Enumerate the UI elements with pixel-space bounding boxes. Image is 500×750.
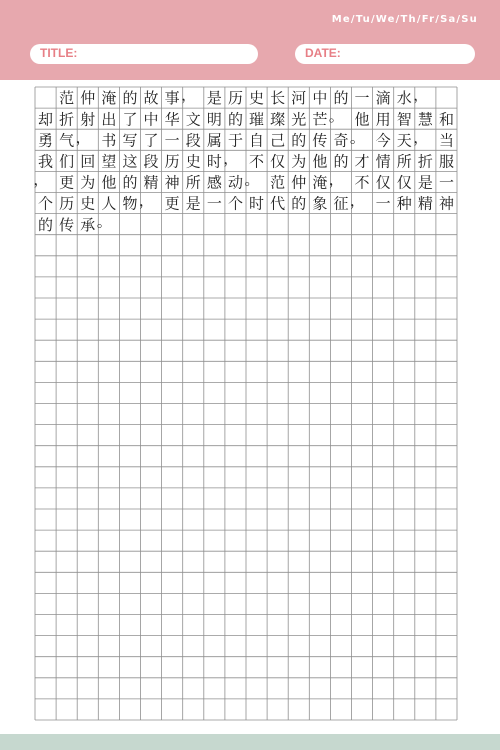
essay-character: ， (328, 170, 344, 189)
essay-character: ， (75, 128, 91, 147)
essay-character: 史 (80, 194, 96, 213)
essay-character: 长 (270, 89, 286, 108)
essay-character: 回 (80, 152, 96, 171)
essay-character: 己 (270, 131, 286, 150)
essay-character: 明 (206, 110, 222, 129)
essay-character: 属 (206, 131, 222, 150)
essay-character: 仅 (375, 173, 391, 192)
essay-character: 象 (312, 194, 328, 213)
essay-character: 范 (59, 89, 75, 108)
essay-character: 故 (143, 89, 159, 108)
title-label: TITLE: (40, 46, 78, 60)
essay-character: 书 (101, 131, 117, 150)
essay-character: 承 (80, 215, 96, 234)
essay-character: ， (181, 86, 197, 105)
essay-character: 淹 (101, 89, 117, 108)
essay-character: 史 (249, 89, 265, 108)
essay-character: 为 (291, 152, 307, 171)
essay-character: ， (223, 149, 239, 168)
essay-character: 段 (143, 152, 159, 171)
essay-character: 出 (101, 110, 117, 129)
essay-character: 的 (291, 131, 307, 150)
essay-character: 的 (291, 194, 307, 213)
essay-character: ， (413, 86, 429, 105)
essay-character: 的 (38, 215, 54, 234)
essay-character: 的 (122, 89, 138, 108)
essay-character: 服 (438, 152, 454, 171)
essay-character: 淹 (312, 173, 328, 192)
essay-character: 一 (164, 131, 180, 150)
essay-character: 当 (438, 131, 454, 150)
essay-character: 河 (291, 89, 307, 108)
essay-character: ， (33, 170, 49, 189)
essay-character: 用 (375, 110, 391, 129)
essay-character: 一 (438, 173, 454, 192)
essay-character: 却 (38, 110, 54, 129)
essay-character: 华 (164, 110, 180, 129)
essay-character: 中 (143, 110, 159, 129)
essay-character: 仅 (270, 152, 286, 171)
essay-character: 。 (96, 212, 112, 231)
essay-character: 了 (143, 131, 159, 150)
essay-character: 是 (185, 194, 201, 213)
essay-character: 代 (270, 194, 286, 213)
essay-character: 折 (59, 110, 75, 129)
essay-character: 于 (227, 131, 243, 150)
essay-character: 们 (59, 152, 75, 171)
essay-character: 个 (38, 194, 54, 213)
essay-character: 中 (312, 89, 328, 108)
essay-character: 仅 (396, 173, 412, 192)
essay-character: 文 (185, 110, 201, 129)
essay-character: 动 (227, 173, 243, 192)
essay-character: 他 (312, 152, 328, 171)
essay-character: 。 (349, 128, 365, 147)
essay-character: 光 (291, 110, 307, 129)
essay-character: 是 (417, 173, 433, 192)
essay-character: 不 (249, 152, 265, 171)
essay-character: 才 (354, 152, 370, 171)
essay-character: 为 (80, 173, 96, 192)
essay-character: 他 (101, 173, 117, 192)
essay-character: 的 (122, 173, 138, 192)
essay-character: 历 (59, 194, 75, 213)
essay-character: 人 (101, 194, 117, 213)
essay-character: 折 (417, 152, 433, 171)
essay-character: 更 (164, 194, 180, 213)
essay-character: 自 (249, 131, 265, 150)
essay-character: 璨 (270, 110, 286, 129)
essay-character: 了 (122, 110, 138, 129)
essay-character: 智 (396, 110, 412, 129)
essay-character: 精 (143, 173, 159, 192)
essay-character: 征 (333, 194, 349, 213)
essay-character: 的 (227, 110, 243, 129)
essay-character: 芒 (312, 110, 328, 129)
essay-character: ， (413, 128, 429, 147)
essay-character: 所 (185, 173, 201, 192)
essay-character: 气 (59, 131, 75, 150)
essay-character: 时 (249, 194, 265, 213)
weekday-selector[interactable]: Me/Tu/We/Th/Fr/Sa/Su (331, 14, 478, 25)
essay-character: 。 (244, 170, 260, 189)
essay-character: 天 (396, 131, 412, 150)
essay-character: ， (349, 191, 365, 210)
essay-character: 仲 (291, 173, 307, 192)
essay-character: 写 (122, 131, 138, 150)
essay-character: 望 (101, 152, 117, 171)
essay-character: 精 (417, 194, 433, 213)
date-label: DATE: (305, 46, 341, 60)
essay-character: 种 (396, 194, 412, 213)
essay-character: 奇 (333, 131, 349, 150)
essay-character: 史 (185, 152, 201, 171)
essay-character: 这 (122, 152, 138, 171)
essay-character: 不 (354, 173, 370, 192)
essay-character: 。 (328, 107, 344, 126)
essay-character: 传 (59, 215, 75, 234)
essay-character: 的 (333, 89, 349, 108)
essay-character: 和 (438, 110, 454, 129)
essay-character: 璀 (249, 110, 265, 129)
essay-character: 他 (354, 110, 370, 129)
essay-character: 一 (375, 194, 391, 213)
essay-character: 射 (80, 110, 96, 129)
essay-character: 一 (354, 89, 370, 108)
essay-character: 滴 (375, 89, 391, 108)
essay-character: 神 (164, 173, 180, 192)
essay-character: 的 (333, 152, 349, 171)
essay-character: 个 (227, 194, 243, 213)
essay-character: 传 (312, 131, 328, 150)
essay-character: 慧 (417, 110, 433, 129)
essay-character: 今 (375, 131, 391, 150)
essay-character: 勇 (38, 131, 54, 150)
essay-character: 一 (206, 194, 222, 213)
essay-character: 历 (227, 89, 243, 108)
essay-character: 所 (396, 152, 412, 171)
essay-character: 仲 (80, 89, 96, 108)
essay-character: 历 (164, 152, 180, 171)
essay-character: 事 (164, 89, 180, 108)
essay-character: 范 (270, 173, 286, 192)
essay-character: 我 (38, 152, 54, 171)
essay-character: ， (138, 191, 154, 210)
footer-band (0, 734, 500, 750)
essay-character: 情 (375, 152, 391, 171)
essay-character: 物 (122, 194, 138, 213)
essay-character: 是 (206, 89, 222, 108)
essay-character: 更 (59, 173, 75, 192)
essay-character: 段 (185, 131, 201, 150)
essay-character: 感 (206, 173, 222, 192)
essay-character: 水 (396, 89, 412, 108)
essay-character: 时 (206, 152, 222, 171)
essay-character: 神 (438, 194, 454, 213)
